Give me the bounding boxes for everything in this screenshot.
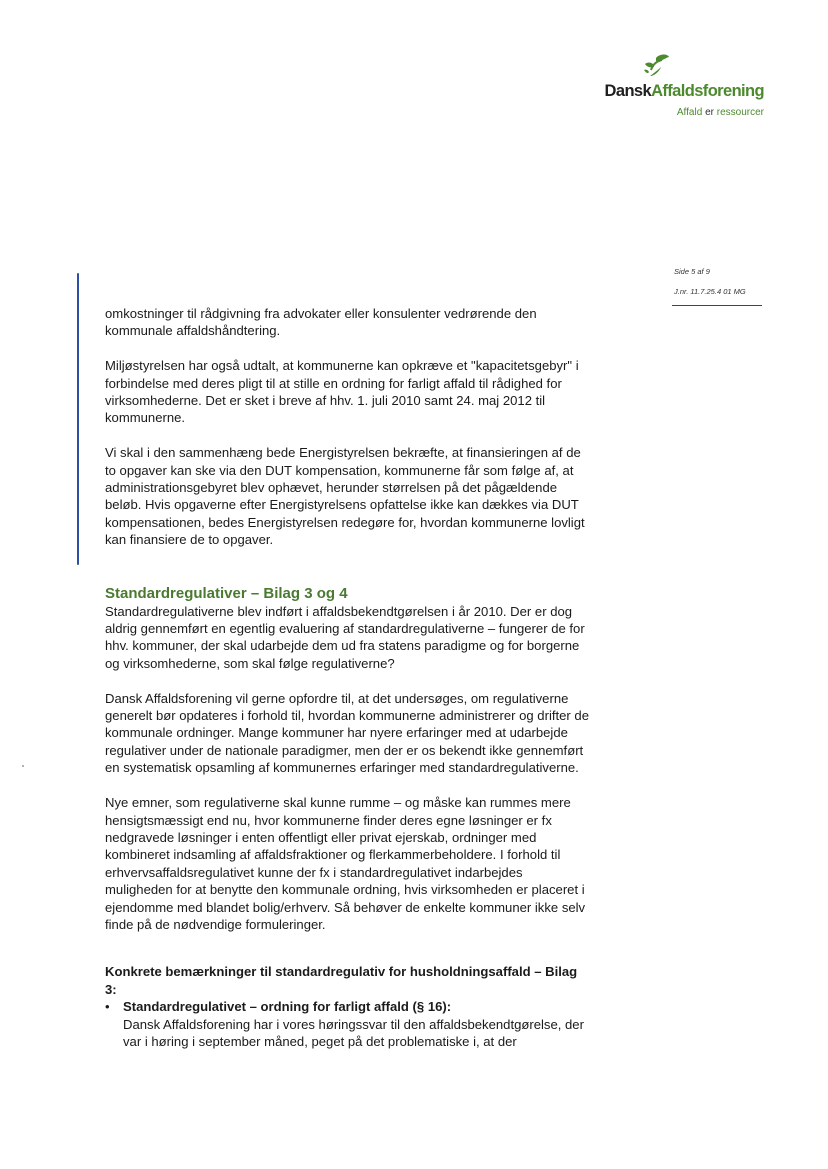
paragraph: Nye emner, som regulativerne skal kunne rumme – og måske kan rummes mere hensigtsmæssigt end nu, hvor kommunerne finder deres egne løsninger er fx nedgravede løsninger i enten offentligt eller privat ejerskab, ordninger med kombineret indsamling af affaldsfraktioner og flerkammerbeholdere. I forhold til erhvervsaffaldsregulativet kunne der fx i standardregulativet indarbejdes muligheden for at benytte den kommunale ordning, hvis virksomheden er placeret i ejendomme med blandet bolig/erhverv. Så behøver de enkelte kommuner ikke selv finde på de nødvendige formuleringer. [105, 795, 586, 932]
organization-tagline: Affald er ressourcer [676, 107, 764, 118]
list-item-title: Standardregulativet – ordning for farligt affald (§ 16): [123, 999, 452, 1015]
organization-name: DanskAffaldsforening [604, 82, 764, 100]
paragraph: Miljøstyrelsen har også udtalt, at kommunerne kan opkræve et "kapacitetsgebyr" i forbindelse med deres pligt til at stille en ordning for farligt affald til rådighed for virksomhederne. Det er sket i breve af hhv. 1. juli 2010 samt 24. maj 2012 til kommunerne. [105, 358, 579, 426]
list-item-text: Dansk Affaldsforening har i vores høringssvar til den affaldsbekendtgørelse, der var i høring i september måned, peget på det problematiske i, at der [123, 1016, 584, 1049]
remarks-list [105, 998, 589, 1050]
section-heading: Standardregulativer – Bilag 3 og 4 [105, 584, 348, 602]
paragraph: Standardregulativerne blev indført i affaldsbekendtgørelsen i år 2010. Der er dog aldrig gennemført en egentlig evaluering af standardregulativerne – fungerer de for hhv. kommuner, der skal udarbejde dem ud fra statens paradigme og for borgerne og virksomhederne, som skal følge regulativerne? [105, 603, 585, 671]
page-number: Side 5 af 9 [674, 267, 710, 276]
bullet-icon: • [105, 999, 110, 1015]
paragraph: Dansk Affaldsforening vil gerne opfordre til, at det undersøges, om regulativerne generelt bør opdateres i forhold til, hvordan kommunerne administrerer og drifter de kommunale ordninger. Mange kommuner har nyere erfaringer med at udarbejde regulativer under de nationale paradigmer, men der er os bekendt ikke gennemført en systematisk opsamling af kommunernes erfaringer med standardregulativerne. [105, 690, 589, 776]
margin-annotation-line [77, 273, 79, 565]
document-body [105, 305, 589, 1050]
leaf-logo-icon [638, 52, 672, 82]
list-item [105, 998, 589, 1050]
scan-speck [22, 765, 24, 767]
document-meta [674, 262, 746, 302]
subsection-heading: Konkrete bemærkninger til standardregulativ for husholdningsaffald – Bilag 3: [105, 964, 578, 997]
meta-divider [672, 305, 762, 306]
paragraph: omkostninger til rådgivning fra advokater eller konsulenter vedrørende den kommunale affaldshåndtering. [105, 306, 537, 339]
journal-number: J.nr. 11.7.25.4 01 MG [674, 287, 746, 296]
paragraph: Vi skal i den sammenhæng bede Energistyrelsen bekræfte, at finansieringen af de to opgaver kan ske via den DUT kompensation, kommunerne får som følge af, at administrationsgebyret blev ophævet, herunder størrelsen på det pågældende beløb. Hvis opgaverne efter Energistyrelsens opfattelse ikke kan dækkes via DUT kompensationen, bedes Energistyrelsen redegøre for, hvordan kommunerne lovligt kan finansiere de to opgaver. [105, 445, 585, 548]
